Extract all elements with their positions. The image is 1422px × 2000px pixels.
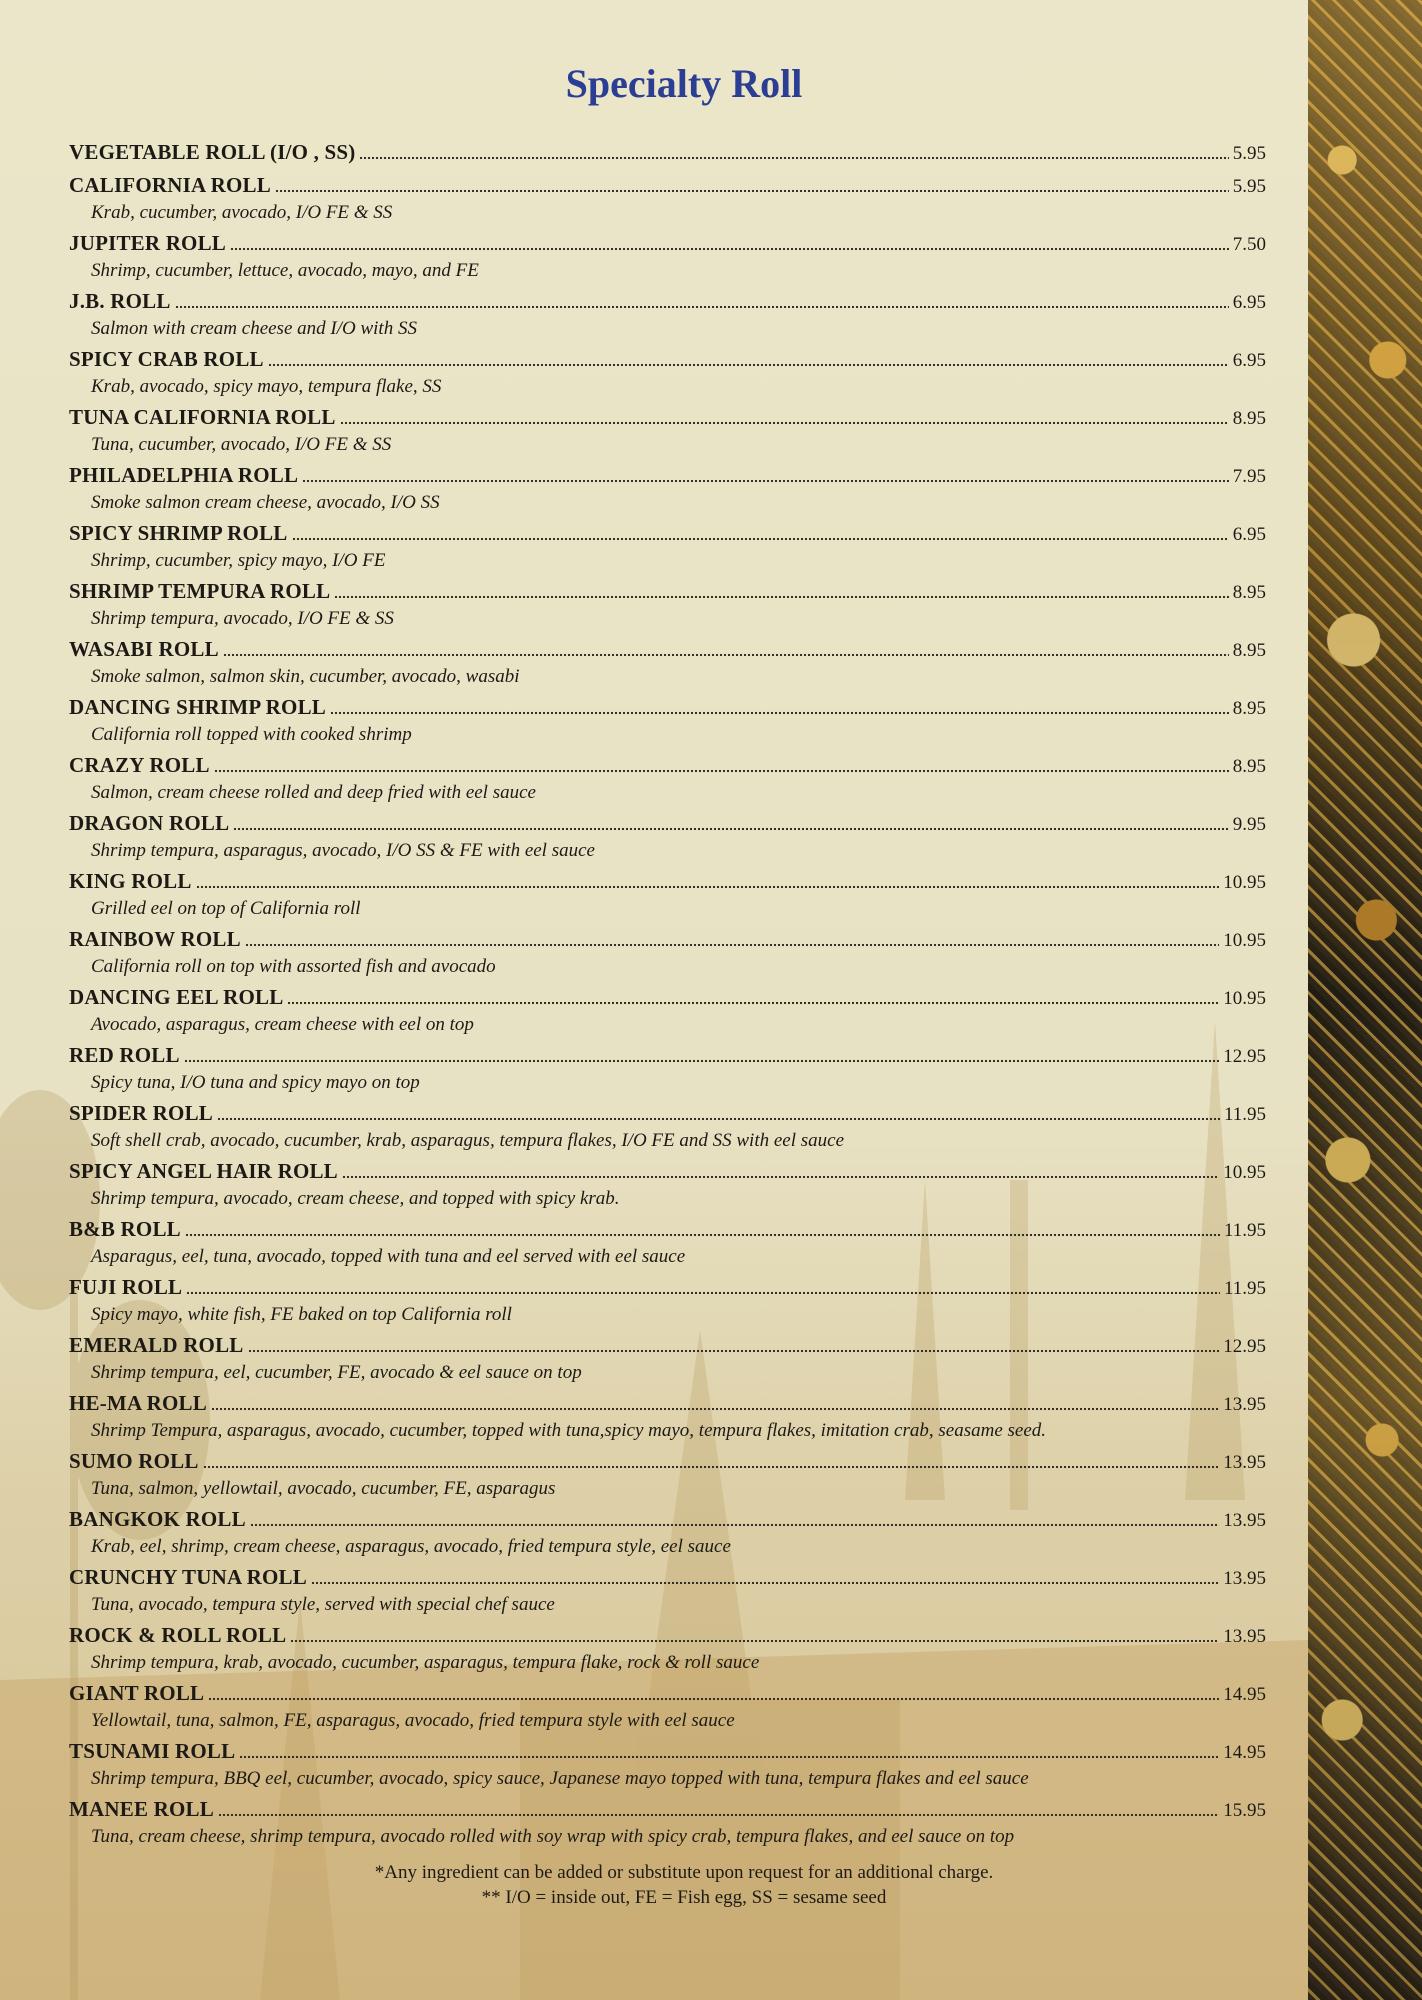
- menu-item-row: [69, 1677, 1266, 1710]
- menu-item-description: Shrimp tempura, asparagus, avocado, I/O SS & FE with eel sauce: [91, 840, 595, 861]
- menu-item-name: SPICY ANGEL HAIR ROLL: [69, 1159, 338, 1183]
- menu-item-description: Smoke salmon, salmon skin, cucumber, avocado, wasabi: [91, 666, 520, 687]
- menu-item-name: SPICY SHRIMP ROLL: [69, 521, 288, 545]
- menu-item-row: [69, 1097, 1266, 1130]
- menu-item-description: Shrimp, cucumber, lettuce, avocado, mayo, and FE: [91, 260, 479, 281]
- menu-item-row: [69, 807, 1266, 840]
- menu-item-name: RED ROLL: [69, 1043, 180, 1067]
- menu-item-row: [69, 343, 1266, 376]
- menu-item-name: CALIFORNIA ROLL: [69, 173, 271, 197]
- menu-item-name: B&B ROLL: [69, 1217, 181, 1241]
- footnote-substitution: *Any ingredient can be added or substitute upon request for an additional charge.: [374, 1862, 994, 1883]
- menu-item: [69, 1793, 1266, 1851]
- menu-item-name: CRUNCHY TUNA ROLL: [69, 1565, 307, 1589]
- menu-item: [69, 227, 1266, 285]
- menu-item-description: Yellowtail, tuna, salmon, FE, asparagus, avocado, fried tempura style with eel sauce: [91, 1710, 735, 1731]
- menu-item-row: [69, 459, 1266, 492]
- dot-leader: [275, 188, 1229, 194]
- footnote-abbreviations: ** I/O = inside out, FE = Fish egg, SS = sesame seed: [481, 1887, 887, 1908]
- dot-leader: [203, 1464, 1220, 1470]
- menu-item-row: [69, 865, 1266, 898]
- menu-item-name: TSUNAMI ROLL: [69, 1739, 236, 1763]
- menu-item-price: 8.95: [1232, 408, 1266, 429]
- menu-item-row: [69, 1271, 1266, 1304]
- menu-item-name: KING ROLL: [69, 869, 192, 893]
- menu-item-name: DANCING SHRIMP ROLL: [69, 695, 326, 719]
- menu-item-description: Krab, eel, shrimp, cream cheese, asparagus, avocado, fried tempura style, eel sauce: [91, 1536, 731, 1557]
- dot-leader: [208, 1696, 1219, 1702]
- menu-item: [69, 1271, 1266, 1329]
- menu-item-name: DANCING EEL ROLL: [69, 985, 284, 1009]
- menu-item-row: [69, 169, 1266, 202]
- menu-item: [69, 749, 1266, 807]
- menu-item-price: 13.95: [1223, 1568, 1266, 1589]
- dot-leader: [245, 942, 1219, 948]
- menu-item-price: 10.95: [1223, 1162, 1266, 1183]
- menu-item: [69, 807, 1266, 865]
- menu-item-price: 8.95: [1232, 756, 1266, 777]
- dot-leader: [214, 768, 1229, 774]
- menu-item-row: [69, 1619, 1266, 1652]
- menu-item-description: Tuna, cucumber, avocado, I/O FE & SS: [91, 434, 392, 455]
- menu-item-price: 10.95: [1223, 872, 1266, 893]
- menu-item-price: 14.95: [1223, 1684, 1266, 1705]
- menu-item: [69, 1097, 1266, 1155]
- menu-item: [69, 459, 1266, 517]
- menu-item: [69, 1503, 1266, 1561]
- menu-item-row: [69, 401, 1266, 434]
- menu-item: [69, 1445, 1266, 1503]
- menu-item-row: [69, 1793, 1266, 1826]
- menu-item: [69, 633, 1266, 691]
- menu-item: [69, 865, 1266, 923]
- menu-item-description: Avocado, asparagus, cream cheese with eel on top: [91, 1014, 474, 1035]
- menu-item-name: GIANT ROLL: [69, 1681, 205, 1705]
- menu-item-name: FUJI ROLL: [69, 1275, 183, 1299]
- menu-item-name: VEGETABLE ROLL (I/O , SS): [69, 140, 356, 164]
- menu-item-description: Tuna, cream cheese, shrimp tempura, avocado rolled with soy wrap with spicy crab, tempura flakes, and eel sauce on top: [91, 1826, 1015, 1847]
- menu-item-description: California roll on top with assorted fish and avocado: [91, 956, 496, 977]
- menu-item: [69, 1677, 1266, 1735]
- menu-item: [69, 1213, 1266, 1271]
- menu-item: [69, 923, 1266, 981]
- menu-item: [69, 1329, 1266, 1387]
- dot-leader: [233, 826, 1228, 832]
- menu-item-description: Tuna, avocado, tempura style, served with special chef sauce: [91, 1594, 555, 1615]
- dot-leader: [359, 155, 1228, 161]
- dot-leader: [268, 362, 1229, 368]
- menu-item-row: [69, 1329, 1266, 1362]
- menu-item-price: 13.95: [1223, 1394, 1266, 1415]
- menu-item-price: 10.95: [1223, 930, 1266, 951]
- menu-item-description: Shrimp, cucumber, spicy mayo, I/O FE: [91, 550, 386, 571]
- dot-leader: [342, 1174, 1219, 1180]
- menu-item-description: Krab, cucumber, avocado, I/O FE & SS: [91, 202, 393, 223]
- menu-item-price: 15.95: [1223, 1800, 1266, 1821]
- dot-leader: [292, 536, 1229, 542]
- menu-item: [69, 981, 1266, 1039]
- menu-item-name: RAINBOW ROLL: [69, 927, 241, 951]
- dot-leader: [239, 1754, 1219, 1760]
- menu-item-name: HE-MA ROLL: [69, 1391, 207, 1415]
- menu-item-row: [69, 285, 1266, 318]
- dot-leader: [211, 1406, 1219, 1412]
- dot-leader: [330, 710, 1229, 716]
- menu-item-price: 8.95: [1232, 698, 1266, 719]
- menu-item-price: 12.95: [1223, 1336, 1266, 1357]
- menu-item-price: 5.95: [1232, 143, 1266, 164]
- menu-item-price: 10.95: [1223, 988, 1266, 1009]
- menu-item: [69, 136, 1266, 169]
- menu-item-name: PHILADELPHIA ROLL: [69, 463, 299, 487]
- menu-item-price: 13.95: [1223, 1626, 1266, 1647]
- menu-item-name: BANGKOK ROLL: [69, 1507, 246, 1531]
- menu-item-row: [69, 1503, 1266, 1536]
- menu-item-row: [69, 1445, 1266, 1478]
- menu-item: [69, 285, 1266, 343]
- menu-item-price: 8.95: [1232, 640, 1266, 661]
- dot-leader: [287, 1000, 1219, 1006]
- menu-item-price: 7.50: [1232, 234, 1266, 255]
- dot-leader: [334, 594, 1228, 600]
- menu-item-description: Grilled eel on top of California roll: [91, 898, 361, 919]
- menu-item-price: 13.95: [1223, 1452, 1266, 1473]
- footnotes: [0, 1860, 1368, 1910]
- menu-item-description: Salmon with cream cheese and I/O with SS: [91, 318, 417, 339]
- menu-item-row: [69, 227, 1266, 260]
- dot-leader: [196, 884, 1220, 890]
- menu-item: [69, 169, 1266, 227]
- menu-item-price: 12.95: [1223, 1046, 1266, 1067]
- menu-item: [69, 575, 1266, 633]
- menu-item-price: 7.95: [1232, 466, 1266, 487]
- menu-item-row: [69, 691, 1266, 724]
- menu-item-price: 11.95: [1223, 1278, 1266, 1299]
- menu-item: [69, 1039, 1266, 1097]
- menu-item-row: [69, 1735, 1266, 1768]
- dot-leader: [185, 1232, 1220, 1238]
- menu-item-name: J.B. ROLL: [69, 289, 171, 313]
- menu-item-description: Spicy tuna, I/O tuna and spicy mayo on top: [91, 1072, 420, 1093]
- menu-item-row: [69, 1155, 1266, 1188]
- dot-leader: [186, 1290, 1220, 1296]
- menu-item-description: Shrimp tempura, avocado, cream cheese, and topped with spicy krab.: [91, 1188, 620, 1209]
- menu-item-name: SUMO ROLL: [69, 1449, 199, 1473]
- menu-item-description: Shrimp tempura, eel, cucumber, FE, avocado & eel sauce on top: [91, 1362, 582, 1383]
- menu-item-row: [69, 923, 1266, 956]
- menu-item-name: SPIDER ROLL: [69, 1101, 213, 1125]
- menu-item: [69, 1155, 1266, 1213]
- menu-item-name: EMERALD ROLL: [69, 1333, 244, 1357]
- menu-item-row: [69, 1561, 1266, 1594]
- dot-leader: [311, 1580, 1219, 1586]
- menu-item-description: Asparagus, eel, tuna, avocado, topped with tuna and eel served with eel sauce: [91, 1246, 686, 1267]
- menu-item-description: Spicy mayo, white fish, FE baked on top California roll: [91, 1304, 512, 1325]
- menu-item: [69, 1387, 1266, 1445]
- menu-item: [69, 1561, 1266, 1619]
- menu-item-row: [69, 575, 1266, 608]
- menu-item-name: DRAGON ROLL: [69, 811, 230, 835]
- menu-item-price: 9.95: [1232, 814, 1266, 835]
- dot-leader: [302, 478, 1229, 484]
- menu-item-price: 11.95: [1223, 1104, 1266, 1125]
- menu-item: [69, 401, 1266, 459]
- menu-item-description: Shrimp tempura, avocado, I/O FE & SS: [91, 608, 394, 629]
- menu-item-price: 8.95: [1232, 582, 1266, 603]
- menu-item-price: 13.95: [1223, 1510, 1266, 1531]
- dot-leader: [184, 1058, 1220, 1064]
- dot-leader: [340, 420, 1229, 426]
- menu-item-row: [69, 981, 1266, 1014]
- menu-item: [69, 517, 1266, 575]
- menu-item-description: California roll topped with cooked shrimp: [91, 724, 412, 745]
- menu-item-description: Shrimp tempura, krab, avocado, cucumber, asparagus, tempura flake, rock & roll sauce: [91, 1652, 760, 1673]
- menu-item-description: Smoke salmon cream cheese, avocado, I/O SS: [91, 492, 440, 513]
- menu-item-description: Tuna, salmon, yellowtail, avocado, cucumber, FE, asparagus: [91, 1478, 556, 1499]
- menu-item-row: [69, 1039, 1266, 1072]
- dot-leader: [230, 246, 1229, 252]
- dot-leader: [217, 1116, 1220, 1122]
- menu-item-description: Soft shell crab, avocado, cucumber, krab, asparagus, tempura flakes, I/O FE and SS with eel sauce: [91, 1130, 845, 1151]
- menu-item-name: ROCK & ROLL ROLL: [69, 1623, 287, 1647]
- menu-item-description: Shrimp tempura, BBQ eel, cucumber, avocado, spicy sauce, Japanese mayo topped with tuna, tempura flakes and eel sauce: [91, 1768, 1029, 1789]
- menu-item-row: [69, 1387, 1266, 1420]
- dot-leader: [248, 1348, 1220, 1354]
- dot-leader: [218, 1812, 1219, 1818]
- menu-list: [69, 136, 1266, 1851]
- dot-leader: [223, 652, 1229, 658]
- menu-item-name: MANEE ROLL: [69, 1797, 214, 1821]
- decorative-side-panel: [1308, 0, 1422, 2000]
- menu-item-description: Salmon, cream cheese rolled and deep fried with eel sauce: [91, 782, 536, 803]
- menu-item: [69, 1735, 1266, 1793]
- menu-item-name: SHRIMP TEMPURA ROLL: [69, 579, 331, 603]
- menu-item-price: 6.95: [1232, 350, 1266, 371]
- dot-leader: [250, 1522, 1219, 1528]
- menu-item-price: 6.95: [1232, 524, 1266, 545]
- menu-item-name: SPICY CRAB ROLL: [69, 347, 264, 371]
- dot-leader: [175, 304, 1229, 310]
- menu-item-row: [69, 633, 1266, 666]
- menu-item-name: CRAZY ROLL: [69, 753, 210, 777]
- menu-item-name: WASABI ROLL: [69, 637, 219, 661]
- menu-item-row: [69, 1213, 1266, 1246]
- menu-item-name: TUNA CALIFORNIA ROLL: [69, 405, 336, 429]
- menu-item: [69, 691, 1266, 749]
- menu-item-row: [69, 749, 1266, 782]
- page-title: Specialty Roll: [565, 61, 803, 106]
- menu-item: [69, 1619, 1266, 1677]
- menu-item-price: 11.95: [1223, 1220, 1266, 1241]
- menu-item-row: [69, 517, 1266, 550]
- dot-leader: [290, 1638, 1219, 1644]
- menu-item-description: Shrimp Tempura, asparagus, avocado, cucumber, topped with tuna,spicy mayo, tempura flakes, imitation crab, seasame seed.: [91, 1420, 1047, 1441]
- menu-item-name: JUPITER ROLL: [69, 231, 227, 255]
- menu-item-price: 14.95: [1223, 1742, 1266, 1763]
- menu-item-price: 6.95: [1232, 292, 1266, 313]
- menu-item: [69, 343, 1266, 401]
- menu-item-row: [69, 136, 1266, 169]
- menu-item-price: 5.95: [1232, 176, 1266, 197]
- menu-item-description: Krab, avocado, spicy mayo, tempura flake, SS: [91, 376, 442, 397]
